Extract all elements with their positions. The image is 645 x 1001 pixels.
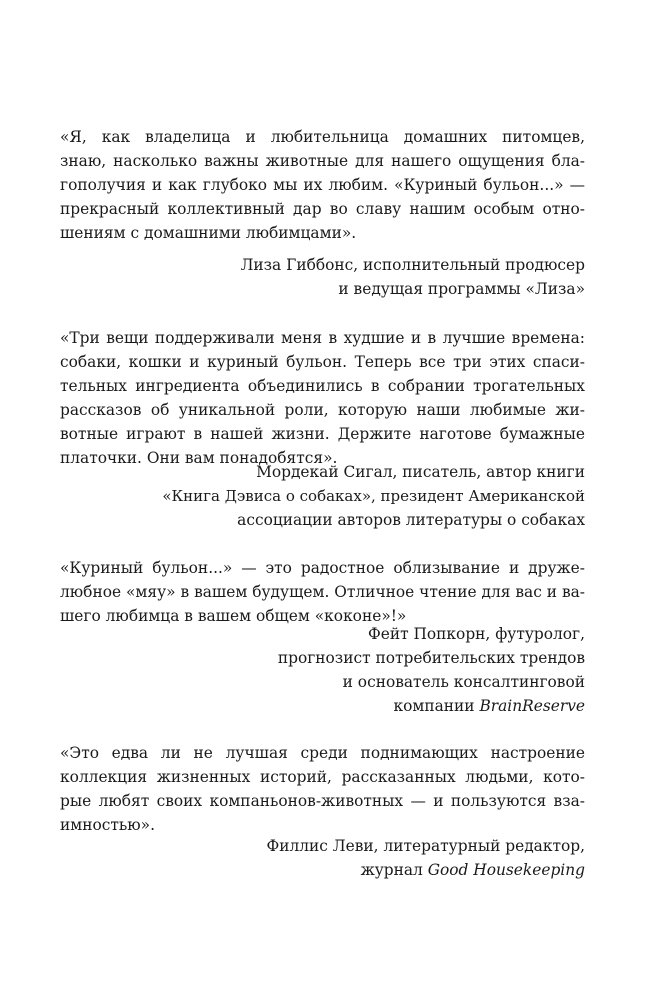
attribution-line: и ведущая программы «Лиза» <box>338 280 585 298</box>
attribution-company-name: BrainReserve <box>479 697 585 715</box>
attribution-journal-name: Good Housekeeping <box>427 861 585 879</box>
attribution-company-prefix: компании <box>393 697 480 715</box>
attribution-line: Филлис Леви, литературный редактор, <box>266 837 585 855</box>
quote-line: рассказов об уникальной роли, которую наши любимые жи- <box>60 401 585 419</box>
blurb-attribution <box>160 622 585 718</box>
blurb-quote <box>60 556 585 628</box>
quote-line: «Три вещи поддерживали меня в худшие и в лучшие времена: <box>60 329 585 347</box>
quote-line: имностью». <box>60 816 155 834</box>
attribution-line: «Книга Дэвиса о собаках», президент Американской <box>162 487 585 505</box>
quote-line: «Это едва ли не лучшая среди поднимающих настроение <box>60 744 585 762</box>
attribution-line: Лиза Гиббонс, исполнительный продюсер <box>240 256 585 274</box>
quote-line: прекрасный коллективный дар во славу нашим особым отно- <box>60 200 585 218</box>
quote-line: шего любимца в вашем общем «коконе»!» <box>60 607 407 625</box>
quote-line: «Куриный бульон...» — это радостное облизывание и друже- <box>60 559 585 577</box>
attribution-line: и основатель консалтинговой <box>342 673 585 691</box>
blurb-quote <box>60 741 585 837</box>
quote-line: вотные играют в нашей жизни. Держите наготове бумажные <box>60 425 585 443</box>
quote-line: собаки, кошки и куриный бульон. Теперь все три этих спаси- <box>60 353 585 371</box>
quote-line: знаю, насколько важны животные для нашего ощущения бла- <box>60 152 585 170</box>
attribution-line: Фейт Попкорн, футуролог, <box>367 625 585 643</box>
quote-line: коллекция жизненных историй, рассказанных людьми, кото- <box>60 768 585 786</box>
quote-line: тельных ингредиента объединились в собрании трогательных <box>60 377 585 395</box>
quote-line: «Я, как владелица и любительница домашних питомцев, <box>60 128 585 146</box>
attribution-journal-prefix: журнал <box>360 861 428 879</box>
blurb-quote <box>60 125 585 245</box>
blurb-attribution <box>160 253 585 301</box>
attribution-line: ассоциации авторов литературы о собаках <box>237 511 585 529</box>
attribution-line: прогнозист потребительских трендов <box>277 649 585 667</box>
quote-line: рые любят своих компаньонов-животных — и пользуются вза- <box>60 792 585 810</box>
quote-line: гополучия и как глубоко мы их любим. «Куриный бульон...» — <box>60 176 585 194</box>
blurb-attribution <box>160 460 585 532</box>
quote-line: любное «мяу» в вашем будущем. Отличное чтение для вас и ва- <box>60 583 585 601</box>
blurb-attribution <box>160 834 585 882</box>
attribution-line <box>160 858 585 882</box>
quote-line: шениям с домашними любимцами». <box>60 224 357 242</box>
blurb-quote <box>60 326 585 470</box>
attribution-line <box>160 694 585 718</box>
quote-line: платочки. Они вам понадобятся». <box>60 449 338 467</box>
attribution-line: Мордекай Сигал, писатель, автор книги <box>256 463 585 481</box>
